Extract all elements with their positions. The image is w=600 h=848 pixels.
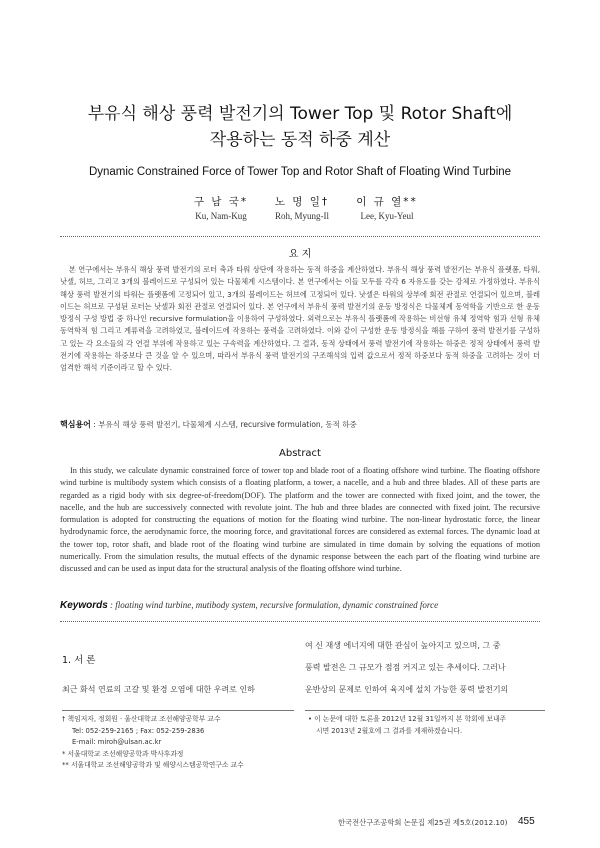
footnotes <box>62 714 297 772</box>
author-name-ko: 이 규 열** <box>356 196 418 208</box>
keywords-ko <box>60 419 540 430</box>
author-name-ko: 노 명 일† <box>274 196 330 208</box>
intro-right-line-1: 여 신 재생 에너지에 대한 관심이 높아지고 있으며, 그 중 <box>305 641 501 650</box>
divider-top <box>60 236 540 237</box>
keywords-en-label: Keywords <box>60 600 108 611</box>
keywords-en <box>60 600 540 611</box>
title-korean-line-2: 작용하는 동적 하중 계산 <box>209 130 391 150</box>
footnote-author-2: ** 서울대학교 조선해양공학과 및 해양시스템공학연구소 교수 <box>62 761 244 770</box>
discussion-note <box>308 714 548 737</box>
abstract-ko-heading: 요 지 <box>288 249 312 260</box>
footnote-corresponding: † 책임저자, 정회원 · 울산대학교 조선해양공학부 교수 <box>62 715 221 723</box>
intro-right-line-2: 풍력 발전은 그 규모가 점점 커지고 있는 추세이다. 그러나 <box>305 663 506 672</box>
discussion-note-line-1: • 이 논문에 대한 토론을 2012년 12월 31일까지 본 학회에 보내주 <box>308 715 507 723</box>
journal-info: 한국전산구조공학회 논문집 제25권 제5호(2012.10) <box>338 818 508 827</box>
author-name-en: Roh, Myung-Il <box>275 211 329 221</box>
footnote-author-1: * 서울대학교 조선해양공학과 박사후과정 <box>62 749 184 758</box>
intro-right-line-3: 운반상의 문제로 인하여 육지에 설치 가능한 풍력 발전기의 <box>305 685 509 694</box>
keywords-en-text: : floating wind turbine, mutibody system, recursive formulation, dynamic constrained force <box>107 600 439 610</box>
author-name-en: Lee, Kyu-Yeul <box>360 211 414 221</box>
footnote-rule-right <box>305 710 545 711</box>
section-1-heading: 1. 서 론 <box>62 655 96 666</box>
abstract-en-heading: Abstract <box>279 448 321 459</box>
abstract-ko-body: 본 연구에서는 부유식 해상 풍력 발전기의 로터 축과 타워 상단에 작용하는 동적 하중을 계산하였다. 부유식 해상 풍력 발전기는 부유식 플랫폼, 타워, 낫셀, 허브, 그리고 3개의 블레이드로 구성되어 있는 다물체계 시스템이다. 본 연구에서는 이들 모두를 각각 6 자유도를 갖는 강체로 가정하였다. 부유식 해상 풍력 발전기의 타워는 플랫폼에 고정되어 있고, 3개의 블레이드는 허브에 고정되어 있다. 낫셀은 타워의 상부에 회전 관절로 연결되어 있으며, 블레이드는 허브로 구성된 로터는 낫셀과 회전 관절로 연결되어 있다. 본 연구에서 부유식 풍력 발전기의 운동 방정식은 다물체계 동역학을 기반으로 한 운동방정식 구성 방법 중 하나인 recursive formulation을 이용하여 구성하였다. 외력으로는 부유식 플랫폼에 작용하는 비선형 유체 정역학 힘과 선형 유체 동역학적 힘 그리고 계류력을 고려하였고, 블레이드에 작용하는 풍력을 고려하였다. 이와 같이 구성한 운동 방정식을 해를 구하여 풍력 발전기를 구성하고 있는 각 요소들의 각 연결 부위에 작용하고 있는 구속력을 계산하였다. 그 결과, 동적 상태에서 풍력 발전기에 작용하는 하중은 정적 상태에서 풍력 발전기에 작용하는 하중보다 큰 것을 알 수 있으며, 따라서 부유식 풍력 발전기의 구조해석의 입력 값으로서 정적 하중보다 동적 하중을 고려하는 것이 더 엄격한 해석 기준이라고 할 수 있다. <box>60 265 540 373</box>
footnote-email: E-mail: miroh@ulsan.ac.kr <box>72 738 162 747</box>
author-lee <box>332 194 442 221</box>
intro-left-text: 최근 화석 연료의 고갈 및 환경 오염에 대한 우려로 인하 <box>62 685 255 694</box>
title-korean-line-1: 부유식 해상 풍력 발전기의 Tower Top 및 Rotor Shaft에 <box>87 104 513 124</box>
author-name-ko: 구 남 국* <box>193 196 249 208</box>
keywords-ko-text: : 부유식 해상 풍력 발전기, 다물체계 시스템, recursive formulation, 동적 하중 <box>90 420 357 429</box>
divider-bottom <box>60 621 540 622</box>
footnote-tel: Tel: 052-259-2165 ; Fax: 052-259-2836 <box>72 726 205 735</box>
page-number: 455 <box>518 816 535 827</box>
keywords-ko-label: 핵심용어 <box>60 420 91 429</box>
abstract-en-body: In this study, we calculate dynamic constrained force of tower top and blade root of a floating offshore wind turbine. The floating offshore wind turbine is multibody system which consists of a floating platform, a tower, a nacelle, and a hub and three blades. All of these parts are regarded as a rigid body with six degree-of-freedom(DOF). The platform and the tower are connected with fixed joint, and the tower, the nacelle, and the hub are successively connected with revolute joint. The hub and three blades are connected with fixed joint. The recursive formulation is adopted for constructing the equations of motion for the floating wind turbine. The non-linear hydrostatic force, the linear hydrodynamic force, the aerodynamic force, the mooring force, and gravitational forces are considered as external forces. The dynamic load at the tower top, rotor shaft, and blade root of the floating wind turbine are simulated in time domain by solving the equations of motion numerically. From the simulation results, the mutual effects of the dynamic response between the each part of the floating wind turbine are discussed and can be used as input data for the structural analysis of the floating offshore wind turbine. <box>60 466 540 574</box>
discussion-note-line-2: 시면 2013년 2월호에 그 결과를 게재하겠습니다. <box>316 726 463 735</box>
footnote-rule-left <box>62 710 294 711</box>
title-english: Dynamic Constrained Force of Tower Top and Rotor Shaft of Floating Wind Turbine <box>88 166 512 178</box>
author-name-en: Ku, Nam-Kug <box>195 211 247 221</box>
